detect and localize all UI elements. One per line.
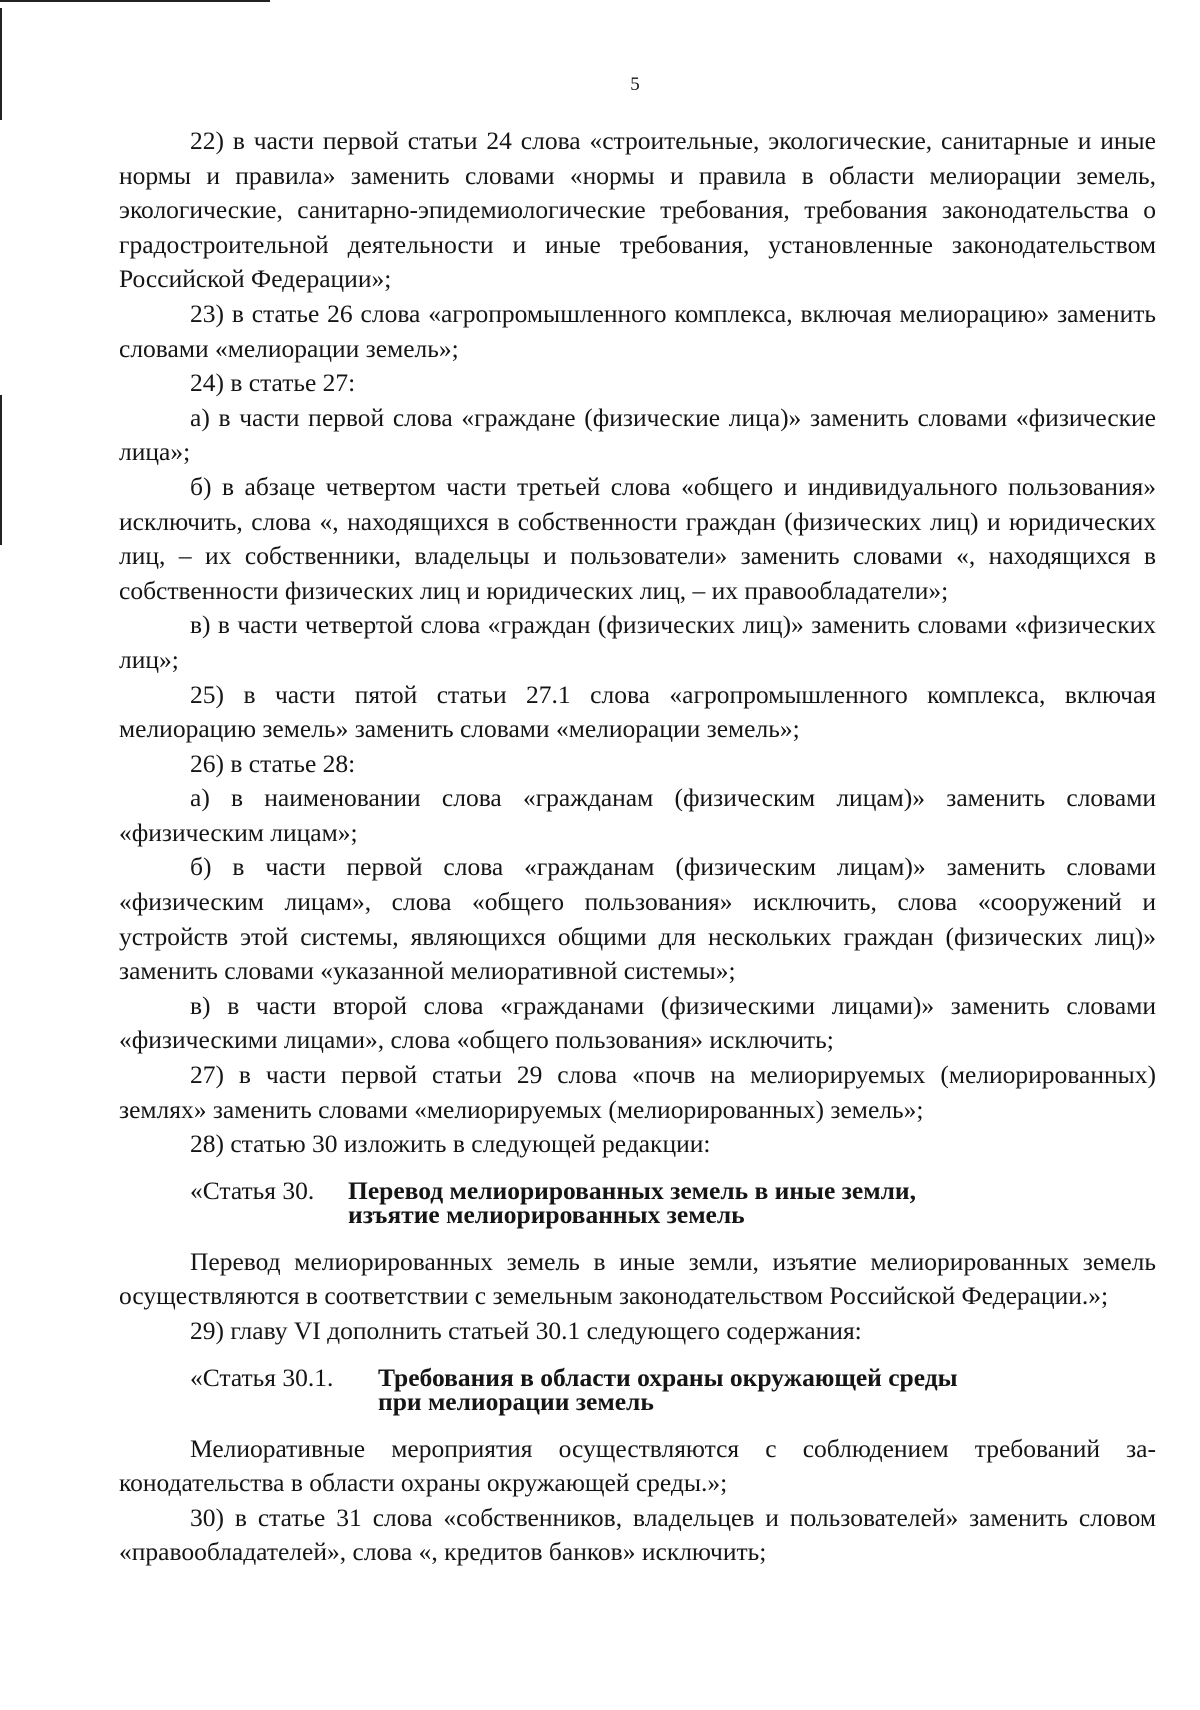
scan-edge-left: [0, 395, 2, 545]
paragraph-24a: а) в части первой слова «граждане (физические лица)» заменить словами «физические лица»;: [119, 402, 1156, 467]
paragraph-26c: в) в части второй слова «гражданами (физическими лицами)» заменить словами «физическими лицами», слова «общего пользования» исключить;: [119, 990, 1156, 1055]
paragraph-26: 26) в статье 28:: [190, 748, 356, 778]
scan-edge-top: [0, 0, 270, 2]
paragraph-30: 30) в статье 31 слова «собственников, владельцев и пользователей» заменить словом «правообладателей», слова «, кредитов банков» исключить;: [119, 1502, 1156, 1567]
paragraph-23: 23) в статье 26 слова «агропромышленного комплекса, включая мелиорацию» заменить словами «мелиорации земель»;: [119, 298, 1156, 363]
paragraph-29: 29) главу VI дополнить статьей 30.1 следующего содержания:: [190, 1316, 862, 1345]
document-body: [119, 124, 1156, 1570]
paragraph-27: 27) в части первой статьи 29 слова «почв на мелиорируемых (мелиорированных) землях» заменить словами «мелиорируемых (мелиорированных) земель»;: [119, 1060, 1156, 1124]
article-30-heading: [190, 1175, 1156, 1229]
paragraph-24b: б) в абзаце четвертом части третьей слова «общего и индивидуального пользования» исключить, слова «, находящихся в собственности граждан (физических лиц) и юридических лиц, – их собственники, владельцы и пользователи» заменить словами «, находящихся в собственности физических лиц и юридических лиц, – их правообладатели»;: [119, 471, 1156, 605]
paragraph-26a: а) в наименовании слова «гражданам (физическим лицам)» заменить словами «физическим лицам»;: [119, 783, 1156, 847]
scan-edge-left: [0, 8, 2, 120]
paragraph-22: 22) в части первой статьи 24 слова «строительные, экологические, санитарные и иные нормы и правила» заменить словами «нормы и правила в области мелиорации земель, экологические, санитарно-эпидемиологические требования, требования законодательства о градостроительной деятельности и иные требования, установленные законодательством Российской Федерации»;: [119, 126, 1156, 294]
paragraph-25: 25) в части пятой статьи 27.1 слова «агропромышленного комплекса, включая мелиорацию земель» заменить словами «мелиорации земель»;: [119, 679, 1156, 744]
paragraph-26b: б) в части первой слова «гражданам (физическим лицам)» заменить словами «физическим лицам», слова «общего пользования» исключить, слова «сооружений и устройств этой системы, являющихся общими для нескольких граждан (физических лиц)» заменить словами «указанной мелиоративной системы»;: [119, 852, 1156, 986]
article-30-body: Перевод мелиорированных земель в иные земли, изъятие мелиорированных земель осуществляются в соответствии с земельным законодательством Российской Федерации.»;: [119, 1246, 1156, 1311]
article-30-label: «Статья 30.: [190, 1175, 315, 1205]
article-30-1-heading: [190, 1362, 1156, 1416]
paragraph-24c: в) в части четвертой слова «граждан (физических лиц)» заменить словами «физических лиц»;: [119, 610, 1156, 674]
paragraph-28: 28) статью 30 изложить в следующей редакции:: [190, 1129, 711, 1159]
article-30-1-title: Требования в области охраны окружающей среды при мелиорации земель: [378, 1362, 958, 1416]
article-30-title: Перевод мелиорированных земель в иные земли, изъятие мелиорированных земель: [348, 1175, 916, 1229]
page-number: 5: [630, 74, 640, 95]
paragraph-24: 24) в статье 27:: [190, 368, 356, 398]
article-30-1-body: Мелиоративные мероприятия осуществляются с соблюдением требований законодательства в области охраны окружающей среды.»;: [119, 1433, 1156, 1498]
article-30-1-label: «Статья 30.1.: [190, 1362, 334, 1392]
